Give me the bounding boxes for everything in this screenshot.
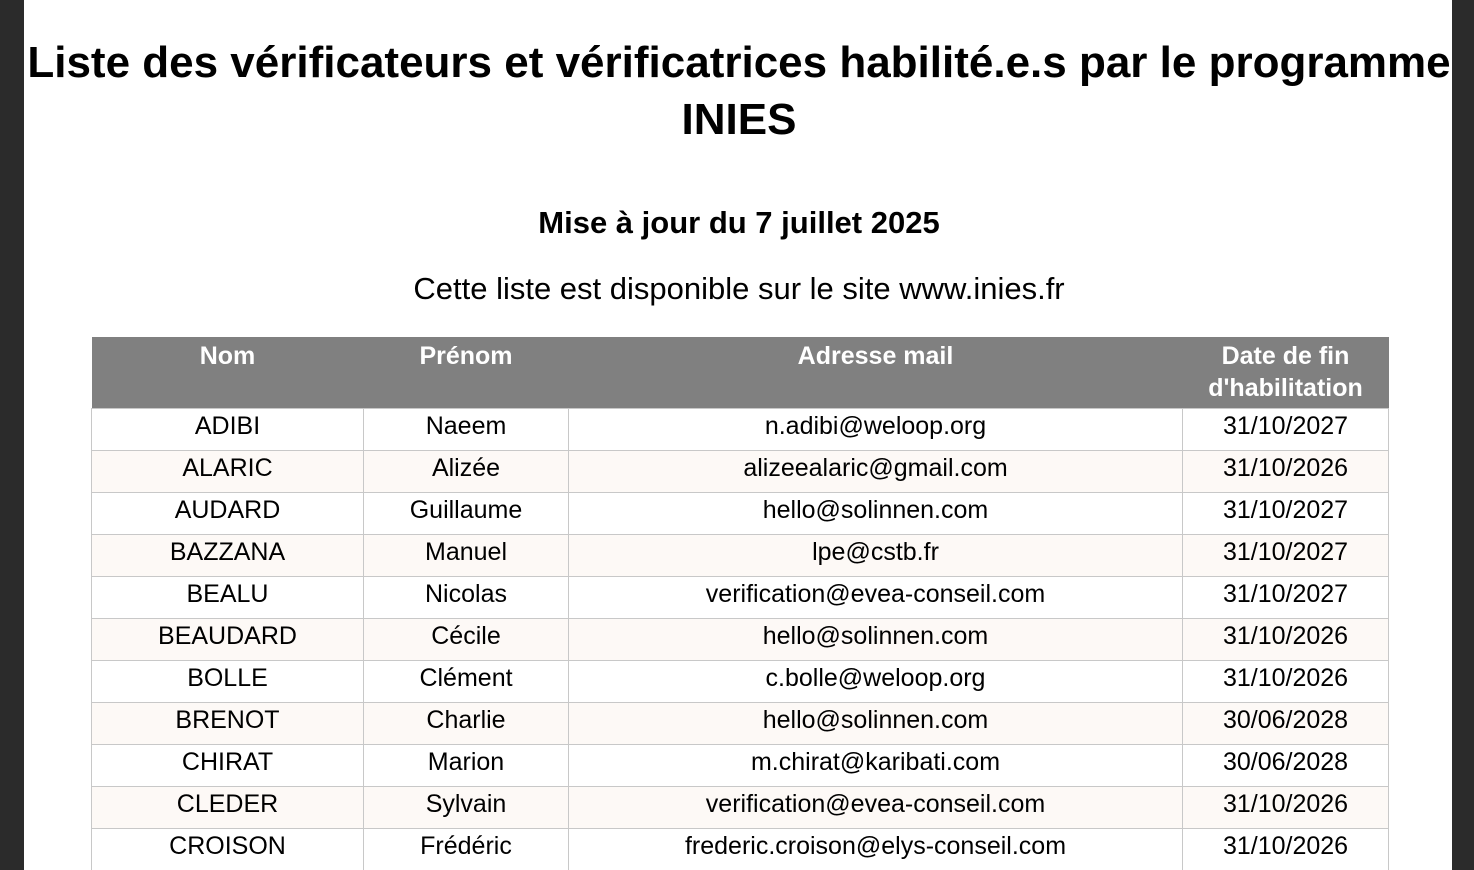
cell-date-text: 30/06/2028 xyxy=(1222,748,1349,776)
table-row xyxy=(92,535,1389,577)
cell-nom-text: AUDARD xyxy=(174,496,281,524)
cell-date-text: 31/10/2026 xyxy=(1222,790,1349,818)
table-row xyxy=(92,619,1389,661)
cell-date-text: 31/10/2027 xyxy=(1222,580,1349,608)
cell-prenom-text: Frédéric xyxy=(420,832,512,860)
cell-mail-text[interactable]: verification@evea-conseil.com xyxy=(705,580,1046,608)
cell-prenom xyxy=(364,745,569,787)
cell-mail-text[interactable]: frederic.croison@elys-conseil.com xyxy=(684,832,1067,860)
header-row xyxy=(92,337,1389,409)
table-row xyxy=(92,703,1389,745)
cell-date-text: 31/10/2026 xyxy=(1222,622,1349,650)
cell-mail xyxy=(569,451,1183,493)
cell-prenom xyxy=(364,787,569,829)
cell-date xyxy=(1183,745,1389,787)
cell-date-text: 31/10/2026 xyxy=(1222,832,1349,860)
cell-date-text: 31/10/2027 xyxy=(1222,496,1349,524)
table-header xyxy=(92,337,1389,409)
update-date: Mise à jour du 7 juillet 2025 xyxy=(538,205,940,240)
header-prenom: Prénom xyxy=(364,337,569,409)
cell-nom xyxy=(92,535,364,577)
cell-mail-text[interactable]: n.adibi@weloop.org xyxy=(764,412,987,440)
cell-nom-text: ALARIC xyxy=(182,454,273,482)
cell-nom xyxy=(92,661,364,703)
cell-mail xyxy=(569,829,1183,870)
cell-prenom xyxy=(364,409,569,451)
table-row xyxy=(92,661,1389,703)
cell-nom xyxy=(92,577,364,619)
cell-date xyxy=(1183,787,1389,829)
cell-prenom xyxy=(364,829,569,870)
table-row xyxy=(92,493,1389,535)
table-row xyxy=(92,745,1389,787)
cell-date xyxy=(1183,493,1389,535)
verifiers-table xyxy=(91,337,1389,870)
cell-mail-text[interactable]: hello@solinnen.com xyxy=(762,622,989,650)
table-body xyxy=(92,409,1389,870)
cell-date-text: 30/06/2028 xyxy=(1222,706,1349,734)
header-mail: Adresse mail xyxy=(569,337,1183,409)
cell-prenom-text: Naeem xyxy=(425,412,507,440)
table-row xyxy=(92,409,1389,451)
table-row xyxy=(92,829,1389,870)
cell-date xyxy=(1183,703,1389,745)
cell-date xyxy=(1183,661,1389,703)
header-date: Date de fin d'habilitation xyxy=(1183,337,1389,409)
cell-mail-text[interactable]: hello@solinnen.com xyxy=(762,496,989,524)
document-title: Liste des vérificateurs et vérificatrices habilité.e.s par le programme INIES xyxy=(27,38,1451,144)
cell-mail xyxy=(569,703,1183,745)
cell-nom xyxy=(92,493,364,535)
cell-prenom-text: Clément xyxy=(419,664,513,692)
cell-mail-text[interactable]: m.chirat@karibati.com xyxy=(750,748,1001,776)
cell-prenom xyxy=(364,661,569,703)
cell-mail-text[interactable]: c.bolle@weloop.org xyxy=(765,664,986,692)
cell-nom xyxy=(92,829,364,870)
cell-prenom-text: Alizée xyxy=(431,454,501,482)
cell-nom-text: BRENOT xyxy=(175,706,280,734)
cell-nom xyxy=(92,409,364,451)
cell-prenom xyxy=(364,619,569,661)
cell-nom-text: CROISON xyxy=(169,832,286,860)
cell-prenom-text: Sylvain xyxy=(425,790,507,818)
cell-mail-text[interactable]: alizeealaric@gmail.com xyxy=(743,454,1008,482)
cell-nom-text: CLEDER xyxy=(176,790,279,818)
cell-date-text: 31/10/2027 xyxy=(1222,412,1349,440)
cell-mail xyxy=(569,745,1183,787)
cell-date xyxy=(1183,829,1389,870)
cell-nom xyxy=(92,451,364,493)
cell-mail xyxy=(569,577,1183,619)
cell-mail xyxy=(569,535,1183,577)
cell-prenom-text: Manuel xyxy=(425,538,507,566)
cell-nom-text: BEALU xyxy=(186,580,269,608)
cell-nom-text: BOLLE xyxy=(187,664,268,692)
cell-mail xyxy=(569,661,1183,703)
cell-prenom-text: Marion xyxy=(427,748,505,776)
cell-mail-text[interactable]: verification@evea-conseil.com xyxy=(705,790,1046,818)
cell-mail xyxy=(569,619,1183,661)
cell-prenom xyxy=(364,703,569,745)
cell-date xyxy=(1183,535,1389,577)
header-nom: Nom xyxy=(92,337,364,409)
cell-mail xyxy=(569,787,1183,829)
cell-nom-text: BAZZANA xyxy=(169,538,286,566)
cell-nom xyxy=(92,787,364,829)
cell-nom xyxy=(92,745,364,787)
cell-date xyxy=(1183,619,1389,661)
cell-mail-text[interactable]: hello@solinnen.com xyxy=(762,706,989,734)
cell-prenom xyxy=(364,493,569,535)
table-row xyxy=(92,451,1389,493)
cell-nom xyxy=(92,619,364,661)
cell-mail xyxy=(569,409,1183,451)
cell-prenom xyxy=(364,577,569,619)
cell-date xyxy=(1183,577,1389,619)
cell-date xyxy=(1183,409,1389,451)
cell-prenom-text: Guillaume xyxy=(409,496,523,524)
availability-note: Cette liste est disponible sur le site www.inies.fr xyxy=(413,271,1065,306)
cell-prenom xyxy=(364,535,569,577)
cell-prenom-text: Nicolas xyxy=(425,580,507,608)
cell-nom-text: BEAUDARD xyxy=(158,622,297,650)
document-page xyxy=(24,0,1452,870)
cell-nom-text: CHIRAT xyxy=(181,748,274,776)
cell-date-text: 31/10/2026 xyxy=(1222,664,1349,692)
cell-mail xyxy=(569,493,1183,535)
cell-prenom-text: Cécile xyxy=(431,622,501,650)
cell-mail-text[interactable]: lpe@cstb.fr xyxy=(812,538,939,566)
table-row xyxy=(92,577,1389,619)
cell-prenom-text: Charlie xyxy=(426,706,506,734)
cell-prenom xyxy=(364,451,569,493)
cell-date-text: 31/10/2027 xyxy=(1222,538,1349,566)
cell-date xyxy=(1183,451,1389,493)
table-row xyxy=(92,787,1389,829)
cell-nom xyxy=(92,703,364,745)
cell-date-text: 31/10/2026 xyxy=(1222,454,1349,482)
cell-nom-text: ADIBI xyxy=(194,412,261,440)
